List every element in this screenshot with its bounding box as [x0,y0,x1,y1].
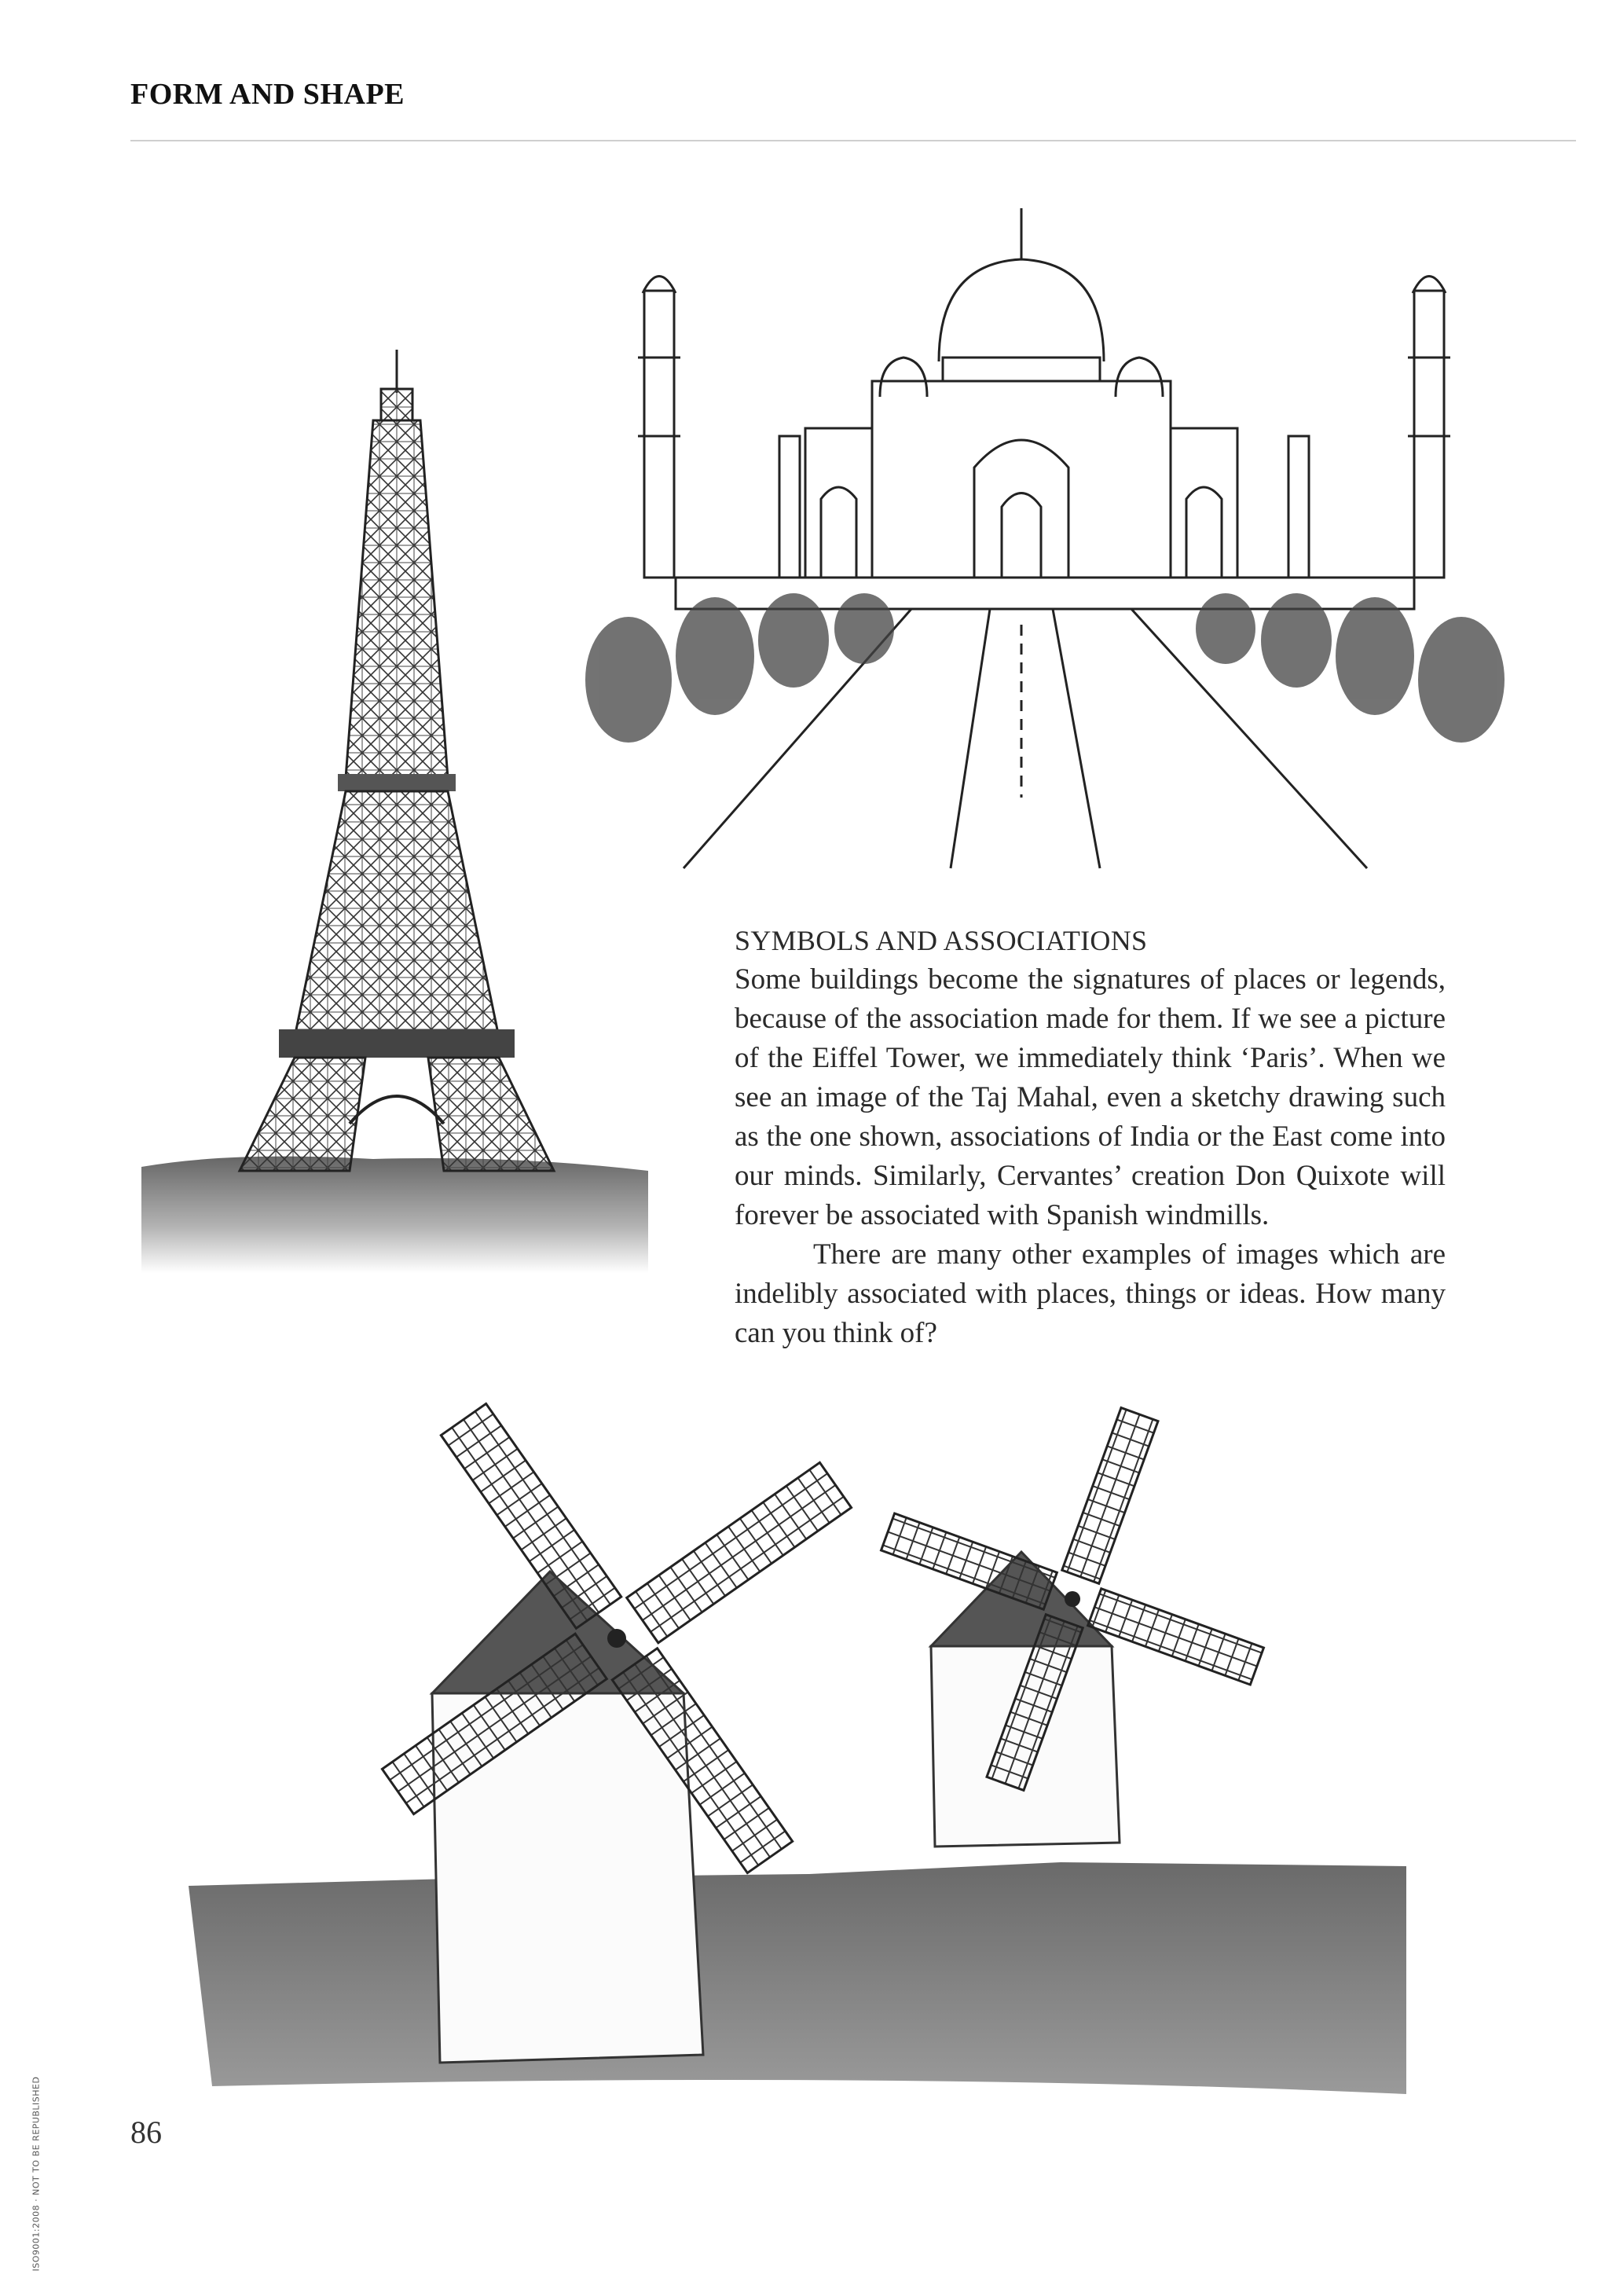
taj-mahal-illustration [581,200,1508,876]
eiffel-tower-illustration [137,338,648,1273]
section-heading: SYMBOLS AND ASSOCIATIONS [735,925,1148,956]
side-code: ISO9001:2008 · NOT TO BE REPUBLISHED [31,2076,42,2272]
page-header-title: FORM AND SHAPE [130,78,405,111]
paragraph-2: There are many other examples of images which are indelibly associated with places, things or ideas. How many can you think of? [735,1238,1446,1349]
windmills-illustration [181,1359,1438,2106]
body-text-block [735,921,1446,1353]
page-number: 86 [130,2114,162,2150]
paragraph-1: Some buildings become the signatures of places or legends, because of the association made for them. If we see a picture of the Eiffel Tower, we immediately think ‘Paris’. When we see an image of the Taj Mahal, even a sketchy drawing such as the one shown, associations of India or the East come into our minds. Similarly, Cervantes’ creation Don Quixote will forever be associated with Spanish windmills. [735,963,1446,1231]
header-divider [130,140,1576,141]
